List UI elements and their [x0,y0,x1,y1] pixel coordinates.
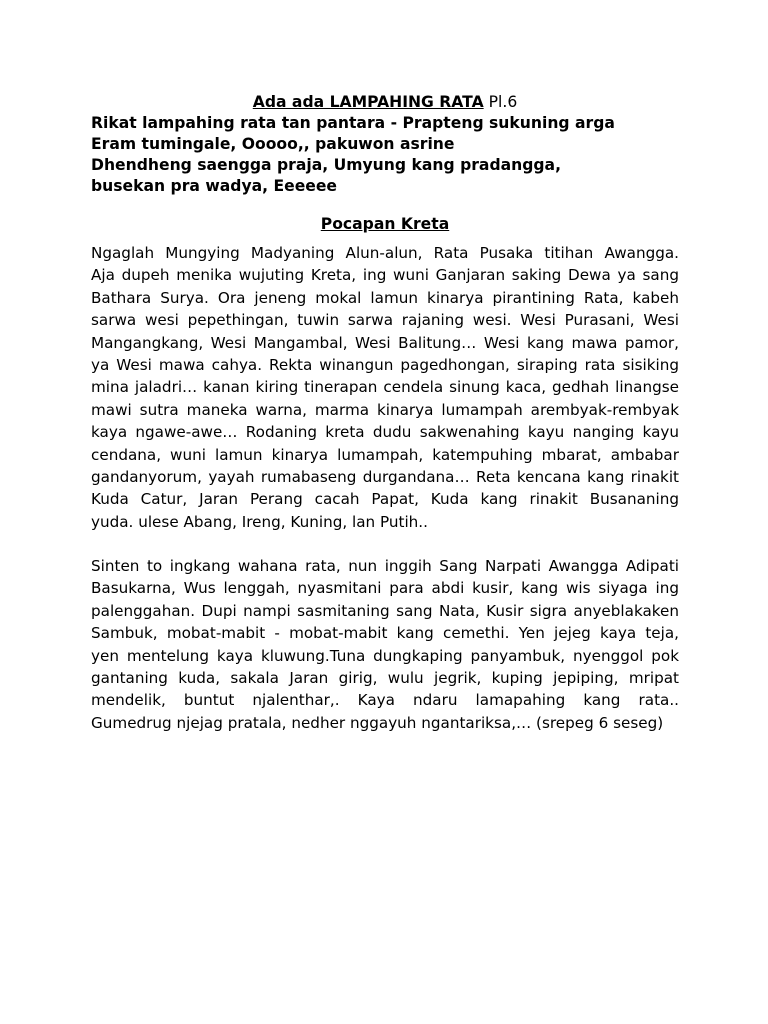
paragraph-line: Kuda Catur, Jaran Perang cacah Papat, Kuda kang rinakit Busananing [91,490,679,509]
paragraph-line: gandanyorum, yayah rumabaseng durgandana… Reta kencana kang rinakit [91,467,679,486]
paragraph-line: ya Wesi mawa cahya. Rekta winangun pagedhongan, siraping rata sisiking [91,355,679,374]
paragraph-line: sarwa wesi pepethingan, tuwin sarwa rajaning wesi. Wesi Purasani, Wesi [91,311,679,330]
paragraph-line: cendana, wuni lamun kinarya lumampah, katempuhing mbarat, ambabar [91,445,679,464]
document-title [91,92,679,113]
paragraph-line: kaya ngawe-awe… Rodaning kreta dudu sakwenahing kayu nanging kayu [91,423,679,442]
verse-line: Dhendheng saengga praja, Umyung kang pradangga, [91,156,561,174]
paragraph-line: palenggahan. Dupi nampi sasmitaning sang Nata, Kusir sigra anyeblakaken [91,601,679,620]
title-main: Ada ada LAMPAHING RATA [252,93,484,111]
paragraph-line: Sambuk, mobat-mabit - mobat-mabit kang cemethi. Yen jejeg kaya teja, [91,624,679,643]
paragraph-line: Gumedrug njejag pratala, nedher nggayuh ngantariksa,… (srepeg 6 seseg) [91,713,664,732]
paragraph-line: mina jaladri… kanan kiring tinerapan cendela sinung kaca, gedhah linangse [91,378,679,397]
document-page [91,92,679,734]
paragraph-line: yen mentelung kaya kluwung.Tuna dungkaping panyambuk, nyenggol pok [91,646,679,665]
paragraph-line: gantaning kuda, sakala Jaran girig, wulu jegrik, kuping jepiping, mripat [91,669,679,688]
paragraph-line: mawi sutra maneka warna, marma kinarya lumampah arembyak-rembyak [91,400,679,419]
paragraph-line: Mangangkang, Wesi Mangambal, Wesi Balitung… Wesi kang mawa pamor, [91,333,679,352]
verse-line: Eram tumingale, Ooooo,, pakuwon asrine [91,135,455,153]
paragraph-line: Bathara Surya. Ora jeneng mokal lamun kinarya pirantining Rata, kabeh [91,288,679,307]
verse-line: Rikat lampahing rata tan pantara - Prapteng sukuning arga [91,114,615,132]
paragraph-gap [91,533,679,555]
title-suffix: Pl.6 [488,93,518,111]
paragraph-line: mendelik, buntut njalenthar,. Kaya ndaru lamapahing kang rata.. [91,691,679,710]
paragraph-line: Ngaglah Mungying Madyaning Alun-alun, Rata Pusaka titihan Awangga. [91,244,679,262]
paragraph-line: Aja dupeh menika wujuting Kreta, ing wuni Ganjaran saking Dewa ya sang [91,266,679,285]
section-heading: Pocapan Kreta [320,215,450,233]
paragraph-2 [91,555,679,734]
paragraph-line: Sinten to ingkang wahana rata, nun inggih Sang Narpati Awangga Adipati [91,557,679,576]
verse-block [91,113,679,197]
paragraph-line: yuda. ulese Abang, Ireng, Kuning, lan Putih.. [91,512,428,531]
paragraph-line: Basukarna, Wus lenggah, nyasmitani para abdi kusir, kang wis siyaga ing [91,579,679,598]
paragraph-1 [91,242,679,533]
verse-line: busekan pra wadya, Eeeeee [91,177,338,195]
